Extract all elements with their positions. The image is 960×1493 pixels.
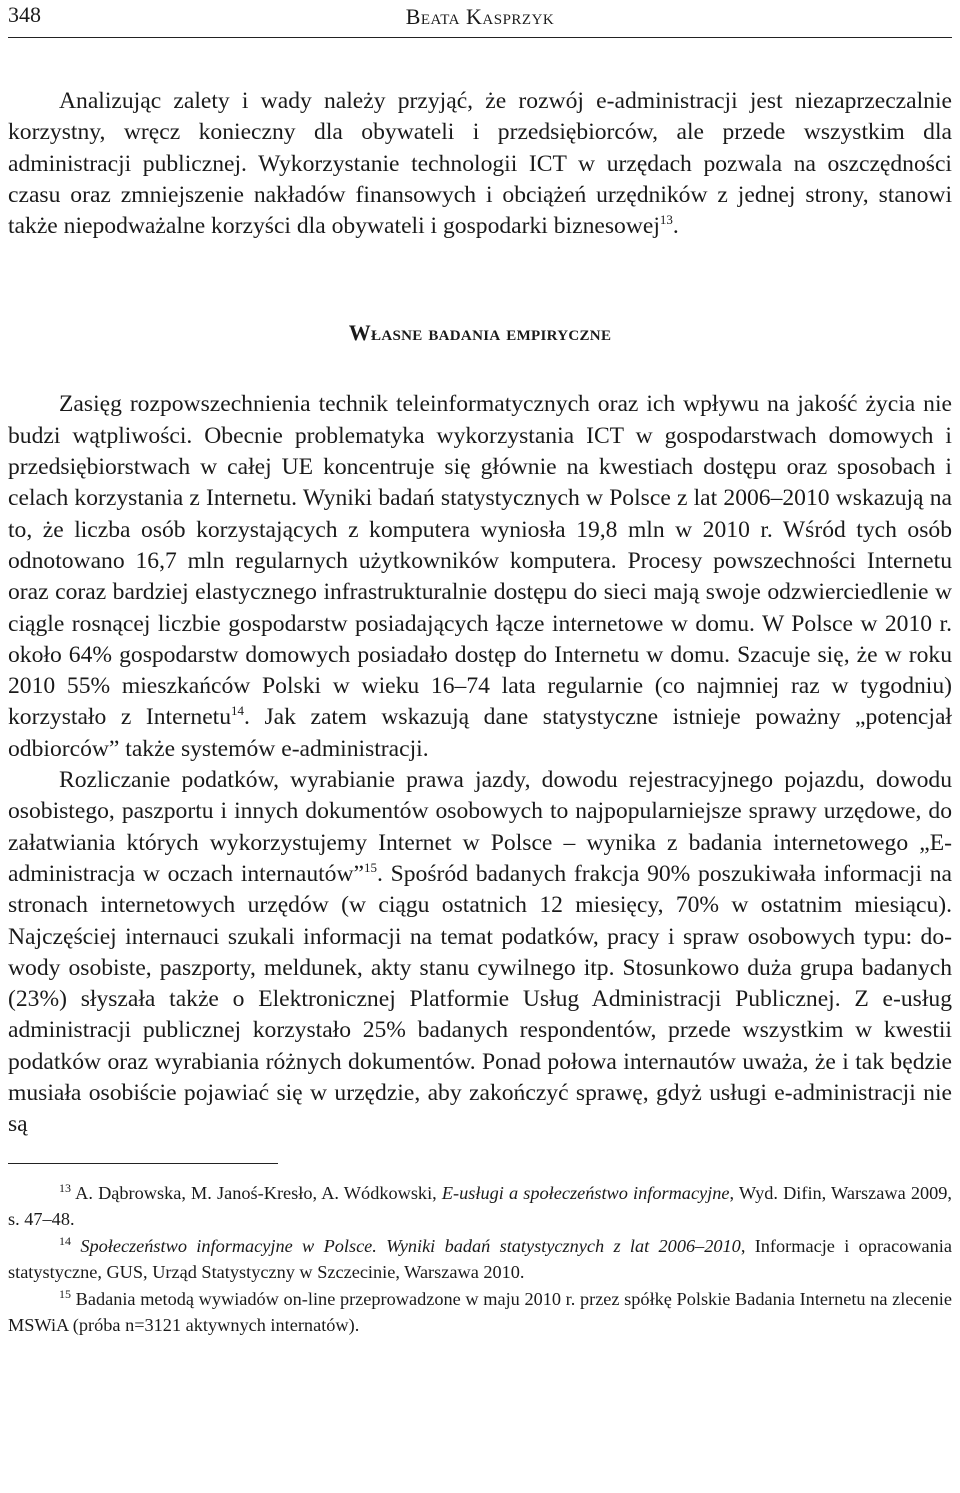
paragraph-ict-statistics [8,389,952,765]
footnote-14 [8,1233,952,1286]
footnote-13 [8,1180,952,1233]
paragraph-online-services [8,765,952,1141]
footnote-ref-13[interactable]: 13 [659,212,673,228]
footnote-15 [8,1286,952,1339]
footnote-text [71,1236,80,1256]
footnote-ref-15[interactable]: 15 [364,860,377,876]
paragraph-text-continued: . Jak zatem wskazują dane statystyczne istnieje poważny „potencjał odbiorców” także systemów e-administracji. [8,704,952,762]
footnote-text-continued: , Wyd. Difin, Warszawa 2009, s. 47–48. [8,1182,952,1230]
footnote-number: 15 [59,1286,71,1301]
running-head-author: Beata Kasprzyk [405,4,555,29]
footnote-cited-title: Społeczeństwo informacyjne w Polsce. Wyniki badań statystycznych z lat 2006–2010 [80,1235,741,1256]
footnote-number: 13 [59,1180,71,1195]
paragraph-text: Zasięg rozpowszechnienia technik teleinformatycznych oraz ich wpływu na jakość życia nie budzi wątpliwości. Obecnie problematyka wykorzystania ICT w gospodarstwach domowych i przedsiębiorstwach w całej UE koncentruje się głównie na kwestiach dostępu oraz sposobach i celach korzystania z Internetu. Wyniki badań statystycznych w Polsce z lat 2006–2010 wskazują na to, że liczba osób korzystających z komputera wyniosła 19,8 mln w 2010 r. Wśród tych osób odnotowano 16,7 mln regularnych użytkowników komputera. Procesy powszechności Internetu oraz coraz bardziej elastycznego infrastrukturalnie dostępu do sieci mają swoje odzwierciedlenie w ciągle rosnącej liczbie gospodarstw posiadających łącze internetowe w domu. W Polsce w 2010 r. około 64% gospodarstw domowych posiadało dostęp do Internetu w domu. Szacuje się, że w roku 2010 55% mieszkańców Polski w wieku 16–74 lata regularnie (co najmniej raz w tygodniu) korzystało z Internetu [8,391,952,731]
footnote-ref-14[interactable]: 14 [231,703,245,719]
paragraph-eadministration-benefits [8,86,952,242]
footnote-text-continued: , Informacje i opracowania statystyczne, GUS, Urząd Statystyczny w Szczecinie, Warszawa 2010. [8,1235,952,1283]
footnote-text: Badania metodą wywiadów on-line przeprowadzone w maju 2010 r. przez spółkę Polskie Badania Internetu na zlecenie MSWiA (próba n=3121 aktywnych internatów). [8,1288,952,1336]
footnote-text: A. Dąbrowska, M. Janoś-Kresło, A. Wódkowski, [71,1182,442,1203]
section-heading-text: Własne badania empiryczne [348,320,612,346]
footnote-number: 14 [59,1233,71,1248]
header-rule [8,37,952,38]
paragraph-text-continued: . Spośród badanych frakcja 90% poszukiwała informacji na stronach internetowych urzędów (w ciągu ostatnich 12 miesięcy, 70% w ostatnim miesiącu). Najczęściej internauci szukali informacji na temat podatków, pracy i spraw osobowych typu: dowody osobiste, paszporty, meldunek, akty stanu cywilnego itp. Stosunkowo duża grupa badanych (23%) słyszała także o Elektronicznej Platformie Usług Administracji Publicznej. Z e-usług administracji publicznej korzystało 25% badanych respondentów, przede wszystkim w kwestii podatków oraz wyrabiania różnych dokumentów. Ponad połowa internautów uważa, że i tak będzie musiała osobiście pojawiać się w urzędzie, aby zakończyć sprawę, gdyż usługi e-administracji nie są [8,860,952,1138]
footnotes [8,1180,952,1339]
footnote-cited-title: E-usługi a społeczeństwo informacyjne [441,1182,730,1203]
page-number: 348 [8,2,41,27]
paragraph-end: . [672,213,679,240]
footnote-separator [8,1163,278,1164]
page-header [8,0,952,46]
document-page [8,0,952,1339]
paragraph-text: Rozliczanie podatków, wyrabianie prawa jazdy, dowodu rejestracyjnego pojazdu, dowodu osobistego, paszportu i innych dokumentów osobowych to najpopularniejsze sprawy urzędowe, do załatwiania których wykorzystujemy Internet w Polsce – wynika z badania internetowego „E-administracja w oczach internautów” [8,767,952,887]
paragraph-text: Analizując zalety i wady należy przyjąć, że rozwój e-administracji jest niezaprzeczalnie korzystny, wręcz konieczny dla obywateli i przedsiębiorców, ale przede wszystkim dla administracji publicznej. Wykorzystanie technologii ICT w urzędach pozwala na oszczędności czasu oraz zmniejszenie nakładów finansowych i obciążeń urzędników z jednej strony, stanowi także niepodważalne korzyści dla obywateli i gospodarki biznesowej [8,88,952,240]
section-heading [8,320,952,346]
